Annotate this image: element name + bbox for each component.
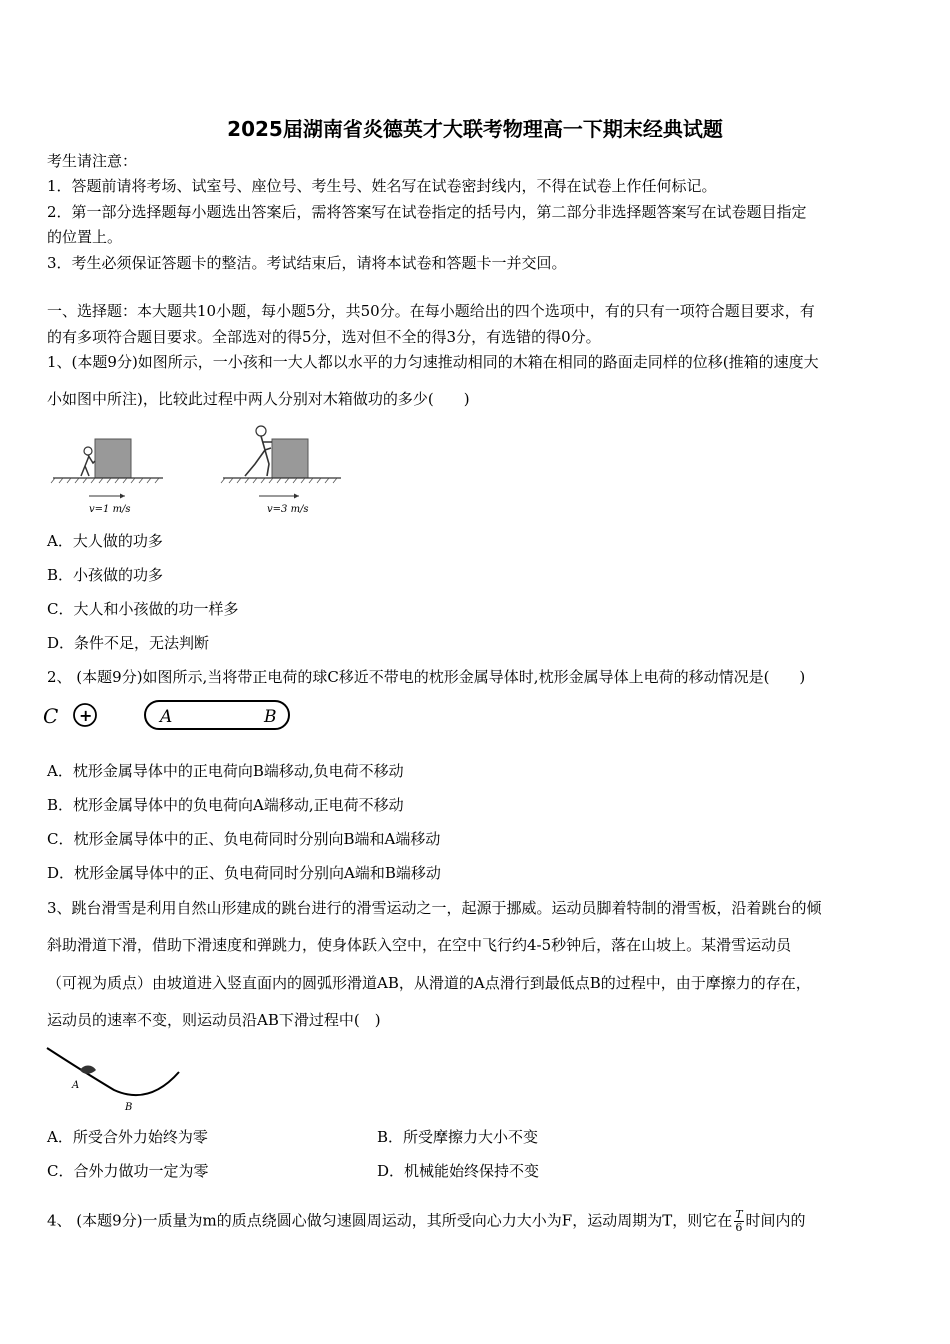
skier-icon xyxy=(80,1066,96,1074)
q3-stem-line1: 3、跳台滑雪是利用自然山形建成的跳台进行的滑雪运动之一，起源于挪威。运动员脚着特制的滑雪板，沿着跳台的倾 xyxy=(47,899,822,917)
positive-charge-sign: + xyxy=(79,706,93,725)
conductor-end-b: B xyxy=(264,707,277,727)
q1-option-c[interactable]: C．大人和小孩做的功一样多 xyxy=(47,600,239,618)
q2-figure xyxy=(40,698,300,734)
fraction-numerator: T xyxy=(735,1208,743,1221)
q1-option-a[interactable]: A．大人做的功多 xyxy=(47,532,163,550)
page-title: 2025届湖南省炎德英才大联考物理高一下期末经典试题 xyxy=(227,117,723,141)
q2-option-a[interactable]: A．枕形金属导体中的正电荷向B端移动,负电荷不移动 xyxy=(47,762,404,780)
q1-velocity-label-1: v=1 m/s xyxy=(89,504,131,515)
q3-option-d[interactable]: D．机械能始终保持不变 xyxy=(377,1162,540,1180)
q1-velocity-label-2: v=3 m/s xyxy=(267,504,309,515)
q2-stem-line1: 2、 (本题9分)如图所示,当将带正电荷的球C移近不带电的枕形金属导体时,枕形金属导体上电荷的移动情况是( ) xyxy=(47,668,806,686)
q3-figure xyxy=(44,1044,184,1116)
q1-figure xyxy=(45,420,345,520)
fraction-denominator: 6 xyxy=(735,1221,743,1234)
point-a-label: A xyxy=(72,1080,80,1091)
notice-heading: 考生请注意： xyxy=(47,152,138,170)
t-over-6-fraction xyxy=(734,1209,743,1234)
q2-option-b[interactable]: B．枕形金属导体中的负电荷向A端移动,正电荷不移动 xyxy=(47,796,404,814)
adult-pushing-box-diagram xyxy=(221,426,341,499)
q4-stem-text: 4、 (本题9分)一质量为m的质点绕圆心做匀速圆周运动，其所受向心力大小为F，运动周期为T，则它在 xyxy=(47,1211,733,1230)
q1-option-b[interactable]: B．小孩做的功多 xyxy=(47,566,164,584)
q4-stem-line1 xyxy=(47,1209,806,1234)
notice-item-1: 1．答题前请将考场、试室号、座位号、考生号、姓名写在试卷密封线内，不得在试卷上作任何标记。 xyxy=(47,177,717,195)
q3-option-c[interactable]: C．合外力做功一定为零 xyxy=(47,1162,209,1180)
q3-option-b[interactable]: B．所受摩擦力大小不变 xyxy=(377,1128,539,1146)
notice-item-3: 3．考生必须保证答题卡的整洁。考试结束后，请将本试卷和答题卡一并交回。 xyxy=(47,254,567,272)
child-pushing-box-diagram xyxy=(51,439,163,499)
q2-option-c[interactable]: C．枕形金属导体中的正、负电荷同时分别向B端和A端移动 xyxy=(47,830,441,848)
q4-stem-text-end: 时间内的 xyxy=(745,1211,806,1230)
q3-stem-line2: 斜助滑道下滑，借助下滑速度和弹跳力，使身体跃入空中，在空中飞行约4-5秒钟后，落在山坡上。某滑雪运动员 xyxy=(47,936,792,954)
q3-stem-line4: 运动员的速率不变，则运动员沿AB下滑过程中( ) xyxy=(47,1011,381,1029)
conductor-end-a: A xyxy=(160,707,173,727)
q2-option-d[interactable]: D．枕形金属导体中的正、负电荷同时分别向A端和B端移动 xyxy=(47,864,441,882)
q3-option-a[interactable]: A．所受合外力始终为零 xyxy=(47,1128,208,1146)
section-intro-line2: 的有多项符合题目要求。全部选对的得5分，选对但不全的得3分，有选错的得0分。 xyxy=(47,328,601,346)
arc-slide-track xyxy=(47,1048,179,1095)
q1-stem-line1: 1、(本题9分)如图所示，一小孩和一大人都以水平的力匀速推动相同的木箱在相同的路面走同样的位移(推箱的速度大 xyxy=(47,353,819,371)
notice-item-2a: 2．第一部分选择题每小题选出答案后，需将答案写在试卷指定的括号内，第二部分非选择题答案写在试卷题目指定 xyxy=(47,203,807,221)
q2-sphere-label: C xyxy=(43,704,59,728)
notice-item-2b: 的位置上。 xyxy=(47,228,123,246)
q1-option-d[interactable]: D．条件不足，无法判断 xyxy=(47,634,210,652)
q3-stem-line3: （可视为质点）由坡道进入竖直面内的圆弧形滑道AB，从滑道的A点滑行到最低点B的过程中，由于摩擦力的存在， xyxy=(47,974,811,992)
q1-stem-line2: 小如图中所注)，比较此过程中两人分别对木箱做功的多少( ) xyxy=(47,390,470,408)
section-intro-line1: 一、选择题：本大题共10小题，每小题5分，共50分。在每小题给出的四个选项中，有的只有一项符合题目要求，有 xyxy=(47,302,815,320)
point-b-label: B xyxy=(125,1102,133,1113)
